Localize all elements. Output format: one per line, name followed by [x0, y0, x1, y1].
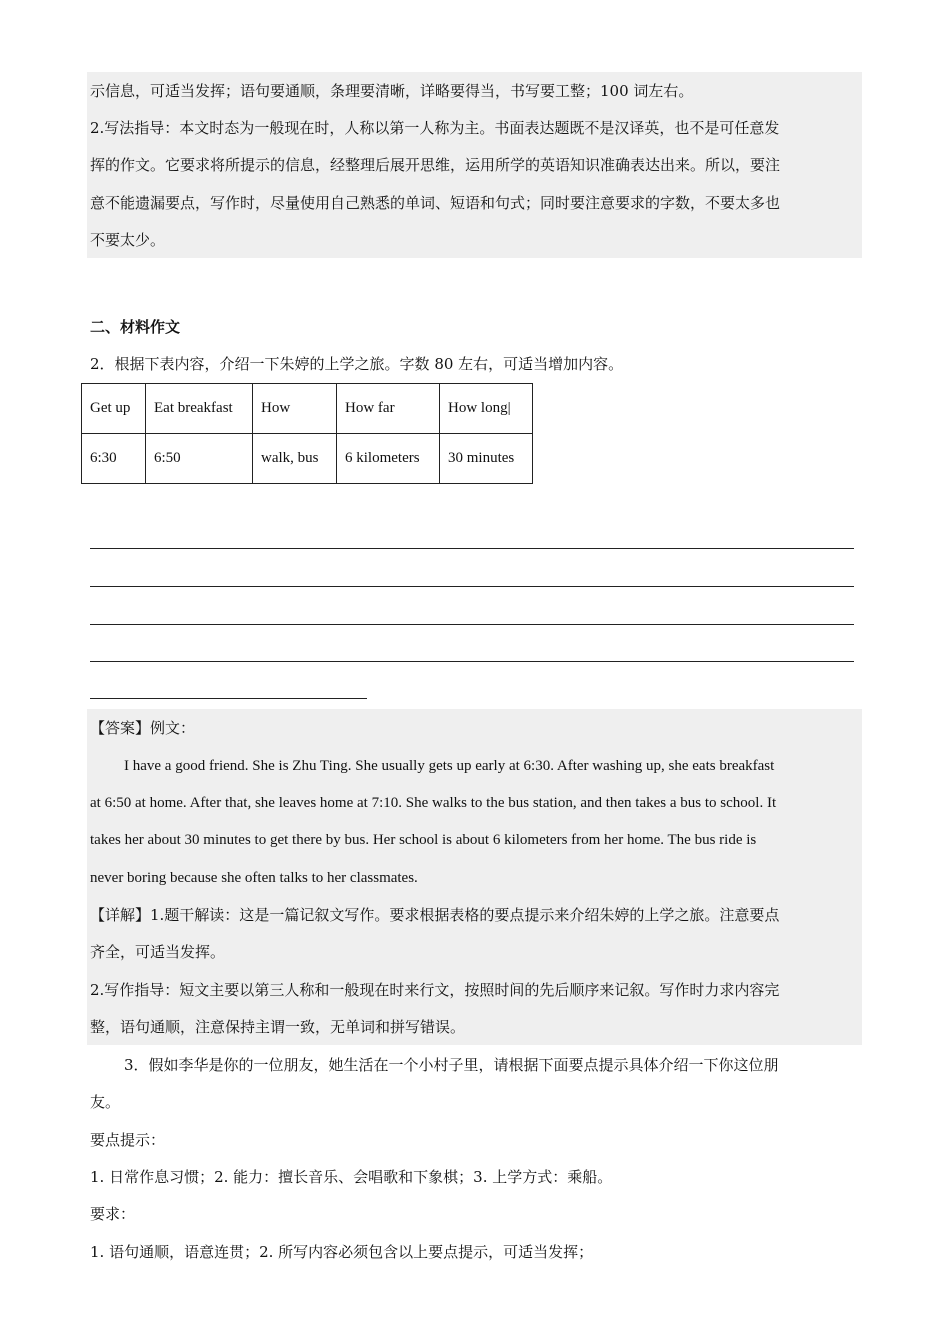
- answer-blank-line: [90, 586, 854, 587]
- essay-line-4: never boring because she often talks to her classmates.: [90, 870, 418, 886]
- table-cell: 6:30: [82, 434, 146, 484]
- table-cell: 6 kilometers: [337, 434, 440, 484]
- detail-line-1: 【详解】1.题干解读：这是一篇记叙文写作。要求根据表格的要点提示来介绍朱婷的上学之旅。注意要点: [90, 906, 780, 924]
- essay-line-3: takes her about 30 minutes to get there by bus. Her school is about 6 kilometers from her home. The bus ride is: [90, 832, 757, 848]
- table-cell: walk, bus: [253, 434, 337, 484]
- question-3-line-3: 要点提示：: [90, 1131, 166, 1149]
- essay-line-1: I have a good friend. She is Zhu Ting. She usually gets up early at 6:30. After washing up, she eats breakfast: [124, 758, 775, 774]
- question-3-line-2: 友。: [90, 1093, 121, 1111]
- answer-blank-line: [90, 698, 367, 699]
- essay-line-2: at 6:50 at home. After that, she leaves home at 7:10. She walks to the bus station, and then takes a bus to school. It: [90, 795, 777, 811]
- table-cell: 30 minutes: [440, 434, 533, 484]
- top-line-3: 挥的作文。它要求将所提示的信息，经整理后展开思维，运用所学的英语知识准确表达出来。所以，要注: [90, 156, 781, 174]
- answer-label: 【答案】例文：: [90, 719, 196, 737]
- question-3-line-1: 3．假如李华是你的一位朋友，她生活在一个小村子里，请根据下面要点提示具体介绍一下你这位朋: [124, 1056, 779, 1074]
- answer-blank-line: [90, 661, 854, 662]
- table-header-cell: Get up: [82, 384, 146, 434]
- table-header-cell: How far: [337, 384, 440, 434]
- answer-blank-line: [90, 548, 854, 549]
- top-line-5: 不要太少。: [90, 231, 166, 249]
- top-line-4: 意不能遗漏要点，写作时，尽量使用自己熟悉的单词、短语和句式；同时要注意要求的字数，不要太多也: [90, 194, 781, 212]
- question-3-line-4: 1. 日常作息习惯；2. 能力：擅长音乐、会唱歌和下象棋；3. 上学方式：乘船。: [90, 1168, 613, 1186]
- table-header-row: [82, 384, 533, 434]
- question-3-line-6: 1. 语句通顺，语意连贯；2. 所写内容必须包含以上要点提示，可适当发挥；: [90, 1243, 594, 1261]
- top-line-1: 示信息，可适当发挥；语句要通顺，条理要清晰，详略要得当，书写要工整；100 词左右。: [90, 82, 694, 100]
- section-heading: 二、材料作文: [90, 318, 181, 336]
- answer-blank-line: [90, 624, 854, 625]
- detail-line-2: 齐全，可适当发挥。: [90, 943, 226, 961]
- table-header-cell: How: [253, 384, 337, 434]
- schedule-table: [81, 383, 533, 484]
- top-line-2: 2.写法指导：本文时态为一般现在时，人称以第一人称为主。书面表达题既不是汉译英，也不是可任意发: [90, 119, 780, 137]
- table-cell: 6:50: [146, 434, 253, 484]
- detail-line-3: 2.写作指导：短文主要以第三人称和一般现在时来行文，按照时间的先后顺序来记叙。写作时力求内容完: [90, 981, 780, 999]
- question-3-line-5: 要求：: [90, 1205, 136, 1223]
- detail-line-4: 整，语句通顺，注意保持主谓一致，无单词和拼写错误。: [90, 1018, 466, 1036]
- table-header-cell: How long|: [440, 384, 533, 434]
- table-row: [82, 434, 533, 484]
- question-2: 2．根据下表内容，介绍一下朱婷的上学之旅。字数 80 左右，可适当增加内容。: [90, 355, 624, 373]
- table-header-cell: Eat breakfast: [146, 384, 253, 434]
